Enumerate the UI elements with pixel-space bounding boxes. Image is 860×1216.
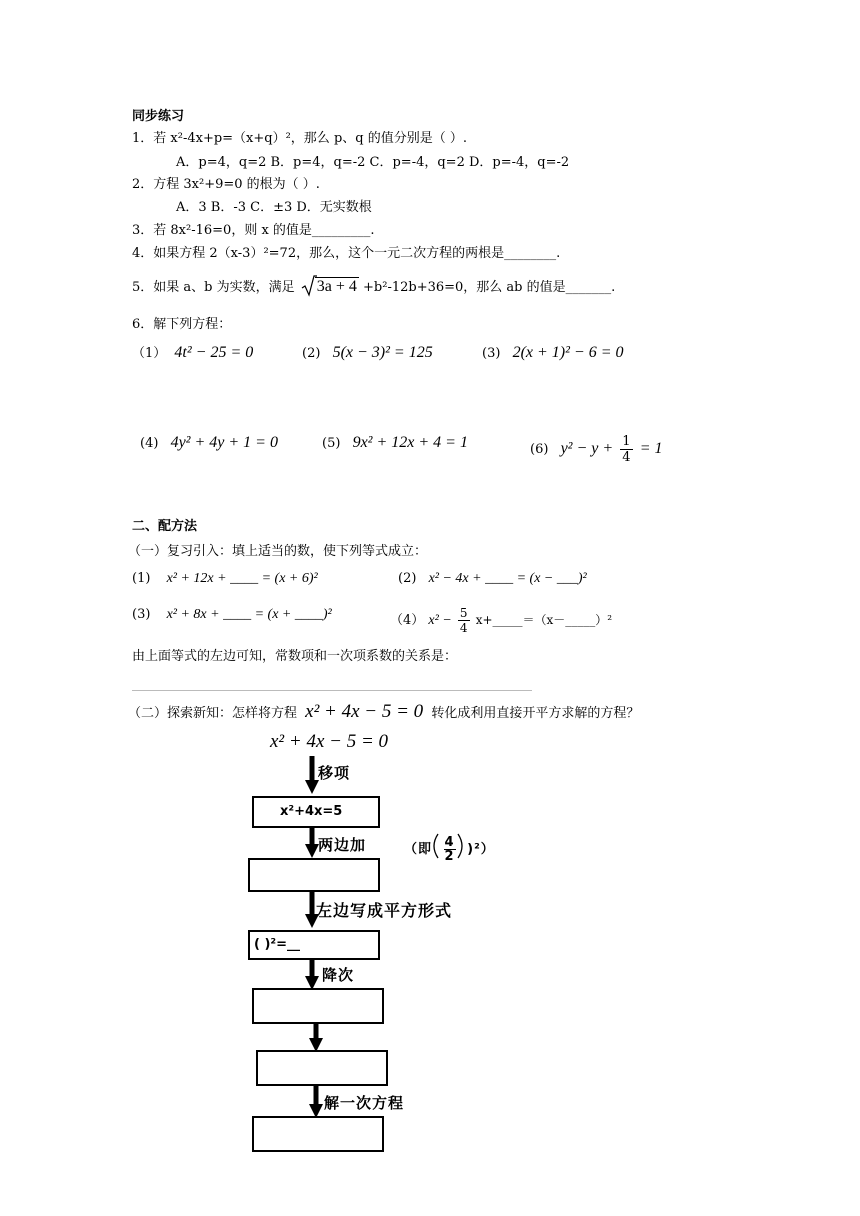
- step-add-note-pre: （即: [404, 842, 433, 857]
- equation-2-expr: 5(x − 3)² = 125: [332, 344, 433, 361]
- equation-2-label: (2): [302, 346, 321, 361]
- question-3: 3．若 8x²-16=0，则 x 的值是_________.: [132, 223, 375, 238]
- flow-box-4: [252, 988, 384, 1024]
- flow-box-1-text: x²+4x=5: [280, 804, 343, 819]
- equation-1-expr: 4t² − 25 = 0: [174, 344, 254, 361]
- explore-prompt-post: 转化成利用直接开平方求解的方程？: [431, 706, 640, 721]
- flow-box-6: [252, 1116, 384, 1152]
- fill-4-pre: x² −: [428, 613, 452, 628]
- fraction-denominator: 4: [459, 621, 468, 635]
- flow-box-3-text: ( )²=__: [254, 937, 300, 952]
- step-add-note-post: )²）: [467, 842, 495, 857]
- fraction-numerator: 1: [622, 434, 631, 449]
- step-reduce-degree: 降次: [322, 966, 355, 984]
- step-add-note: [404, 836, 495, 863]
- fraction-denominator: 2: [444, 849, 455, 864]
- equation-3-expr: 2(x + 1)² − 6 = 0: [512, 344, 624, 361]
- question-6: 6．解下列方程：: [132, 317, 232, 332]
- equation-4-expr: 4y² + 4y + 1 = 0: [170, 434, 278, 451]
- fill-2-label: (2): [398, 571, 417, 586]
- fraction-denominator: 4: [622, 450, 631, 465]
- explore-equation: x² + 4x − 5 = 0: [305, 701, 424, 722]
- equation-5-expr: 9x² + 12x + 4 = 1: [352, 434, 468, 451]
- step-add-both-sides: 两边加: [318, 836, 367, 854]
- fill-4-post: x+_____＝（x－_____）²: [475, 613, 613, 627]
- equation-6-pre: y² − y +: [560, 440, 614, 457]
- question-4: 4．如果方程 2（x-3）²=72，那么，这个一元二次方程的两根是________.: [132, 246, 561, 261]
- flow-box-5: [256, 1050, 388, 1086]
- fill-3-expr: x² + 8x + ____ = (x + ____)²: [166, 607, 332, 622]
- fill-3-label: (3): [132, 607, 151, 622]
- fill-4-label: （4）: [390, 613, 425, 628]
- equation-1-label: （1）: [132, 346, 167, 361]
- fraction-four-halves: [444, 836, 456, 863]
- equation-4-label: (4): [140, 436, 159, 451]
- explore-prompt-pre: （二）探索新知：怎样将方程: [128, 706, 298, 721]
- section-title-practice: 同步练习: [132, 109, 185, 124]
- question-5-pre: 5．如果 a、b 为实数，满足: [132, 280, 295, 295]
- fill-1-label: (1): [132, 571, 151, 586]
- flow-box-2: [248, 858, 380, 892]
- sqrt-radicand: 3a + 4: [316, 278, 357, 295]
- question-1: 1．若 x²-4x+p=（x+q）²，那么 p、q 的值分别是（ ）.: [132, 131, 467, 146]
- equation-5-label: (5): [322, 436, 341, 451]
- step-move-terms: 移项: [318, 764, 351, 782]
- equation-6-label: (6): [530, 442, 549, 457]
- fraction-numerator: 5: [459, 606, 468, 620]
- equation-6-post: = 1: [639, 440, 663, 457]
- step-write-as-square: 左边写成平方形式: [316, 901, 453, 920]
- question-2-options: A．3 B．-3 C．±3 D．无实数根: [176, 200, 372, 215]
- question-5-post: +b²-12b+36=0，那么 ab 的值是_______.: [363, 280, 616, 295]
- flow-box-1: [252, 796, 380, 828]
- fraction-numerator: 4: [444, 835, 455, 850]
- fill-1-expr: x² + 12x + ____ = (x + 6)²: [166, 571, 318, 586]
- equation-3-label: (3): [482, 346, 501, 361]
- section-title-completing-square: 二、配方法: [132, 519, 198, 534]
- fill-2-expr: x² − 4x + ____ = (x − ___)²: [428, 571, 587, 586]
- question-1-options: A．p=4，q=2 B．p=4，q=-2 C．p=-4，q=2 D．p=-4，q=-2: [176, 155, 570, 170]
- review-intro: （一）复习引入：填上适当的数，使下列等式成立：: [128, 544, 428, 559]
- flow-box-3: [248, 930, 380, 960]
- flow-start-equation: x² + 4x − 5 = 0: [270, 731, 389, 752]
- relationship-prompt: 由上面等式的左边可知，常数项和一次项系数的关系是：: [132, 649, 458, 664]
- question-2: 2．方程 3x²+9=0 的根为（ ）.: [132, 177, 320, 192]
- step-solve-linear: 解一次方程: [324, 1094, 405, 1112]
